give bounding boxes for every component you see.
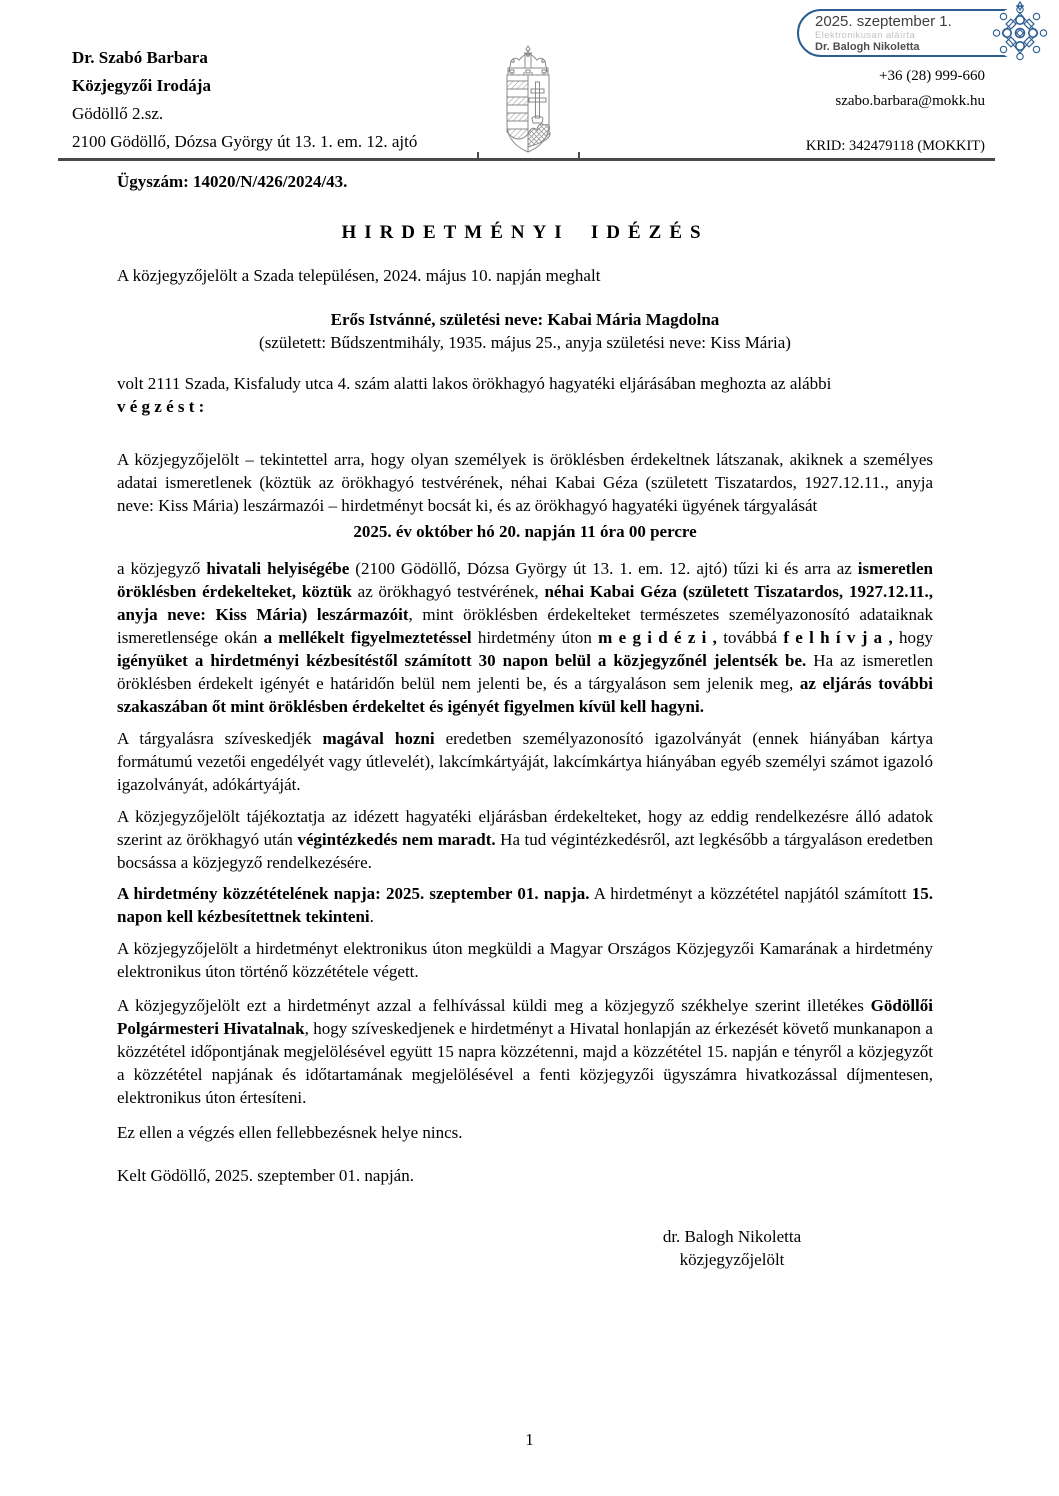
stamp-subtitle: Elektronikusan aláírta [815,30,916,41]
case-number: Ügyszám: 14020/N/426/2024/43. [117,172,348,191]
paragraph-publication-date: A hirdetmény közzétételének napja: 2025. szeptember 01. napja. A hirdetményt a közzététel napjától számított 15. napon kell kézbesítettnek tekinteni. [117,884,933,926]
office-name: Dr. Szabó Barbara [72,48,208,67]
signature-block: dr. Balogh Nikoletta közjegyzőjelölt [662,1227,802,1269]
hearing-datetime: 2025. év október hó 20. napján 11 óra 00 percre [353,522,697,541]
office-address: 2100 Gödöllő, Dózsa György út 13. 1. em. 12. ajtó [72,132,418,151]
office-district: Gödöllő 2.sz. [72,104,164,123]
header-divider [58,158,995,161]
date-of-issue: Kelt Gödöllő, 2025. szeptember 01. napján. [117,1166,414,1185]
paragraph-summons: a közjegyző hivatali helyiségébe (2100 Gödöllő, Dózsa György út 13. 1. em. 12. ajtó) tűzi ki és arra az ismeretlen öröklésben érdekelteket, köztük az örökhagyó testvérének, néhai Kabai Géza (született Tiszatardos, 1927.12.11., anyja neve: Kiss Mária) leszármazóit, mint öröklésben érdekelteket természetes személyazonosító adataiknak ismeretlensége okán a mellékelt figyelmeztetéssel hirdetmény úton m e g i d é z i , továbbá f e l h í v j a , hogy igényüket a hirdetményi kézbesítéstől számított 30 napon belül a közjegyzőnél jelentsék be. Ha az ismeretlen öröklésben érdekelt igényét e határidőn belül nem jelenti be, és a tárgyaláson sem jelenik meg, az eljárás további szakaszában őt mint öröklésben érdekeltet és igényét figyelmen kívül kell hagyni. [117,559,934,716]
contact-block [835,64,985,114]
paragraph-mokk-notice: A közjegyzőjelölt a hirdetményt elektronikus úton megküldi a Magyar Országos Közjegyzői Kamarának a hirdetmény elektronikus úton történő közzététele végett. [117,939,933,981]
stamp-date: 2025. szeptember 1. [815,13,952,30]
page-number: 1 [525,1430,534,1449]
divider-tick [578,152,580,161]
contact-phone: +36 (28) 999-660 [879,68,985,84]
paragraph-no-will: A közjegyzőjelölt tájékoztatja az idézett hagyatéki eljárásban érdekelteket, hogy az eddig rendelkezésre álló adatok szerint az örökhagyó után végintézkedés nem maradt. Ha tud végintézkedésről, azt legkésőbb a tárgyaláson eredetben bocsássa a közjegyző rendelkezésére. [117,807,933,872]
document-body [117,170,933,1271]
paragraph-intro: A közjegyzőjelölt a Szada településen, 2024. május 10. napján meghalt [117,266,601,285]
seal-rosette-icon [990,1,1050,61]
divider-tick [477,152,479,161]
paragraph-decision: A közjegyzőjelölt – tekintettel arra, hogy olyan személyek is öröklésben érdekeltnek látszanak, akiknek a személyes adatai ismeretlenek (köztük az örökhagyó testvérének, néhai Kabai Géza (született Tiszatardos, 1927.12.11., anyja neve: Kiss Mária) leszármazói – hirdetményt bocsát ki, és az örökhagyó hagyatéki ügyének tárgyalását [117,450,933,515]
office-title: Közjegyzői Irodája [72,76,211,95]
paragraph-no-appeal: Ez ellen a végzés ellen fellebbezésnek helye nincs. [117,1123,463,1142]
paragraph-residence: volt 2111 Szada, Kisfaludy utca 4. szám alatti lakos örökhagyó hagyatéki eljárásában meghozta az alábbi v é g z é s t : [117,374,832,416]
paragraph-mayor-office: A közjegyzőjelölt ezt a hirdetményt azzal a felhívással küldi meg a közjegyző székhelye szerint illetékes Gödöllői Polgármesteri Hivatalnak, hogy szíveskedjenek e hirdetményt a Hivatal honlapján az érkezését követő munkanapon a közzététel időpontjának megjelölésével együtt 15 napra közzétenni, majd a közzététel 15. napján e tényről a közjegyzőt a közzététel napjának és időtartamának megjelölésével a fenti közjegyzői ügyszámra hivatkozással díjmentesen, elektronikus úton értesíteni. [117,996,933,1107]
stamp-text [815,13,952,54]
deceased-birth-details: (született: Bűdszentmihály, 1935. május 25., anyja születési neve: Kiss Mária) [259,333,791,352]
coat-of-arms-icon [499,44,557,158]
contact-krid: KRID: 342479118 (MOKKIT) [805,138,985,154]
stamp-signer: Dr. Balogh Nikoletta [815,41,920,53]
document-title: HIRDETMÉNYI IDÉZÉS [341,222,709,243]
contact-email: szabo.barbara@mokk.hu [835,93,985,109]
paragraph-bring-documents: A tárgyalásra szíveskedjék magával hozni eredetben személyazonosító igazolványát (ennek hiányában kártya formátumú vezetői engedélyét vagy útlevelét), lakcímkártyáját, lakcímkártya hiányában egyéb személyi számot igazoló igazolványát, adókártyáját. [117,729,933,794]
office-block [72,44,417,156]
deceased-name: Erős Istvánné, születési neve: Kabai Mária Magdolna [330,310,720,329]
